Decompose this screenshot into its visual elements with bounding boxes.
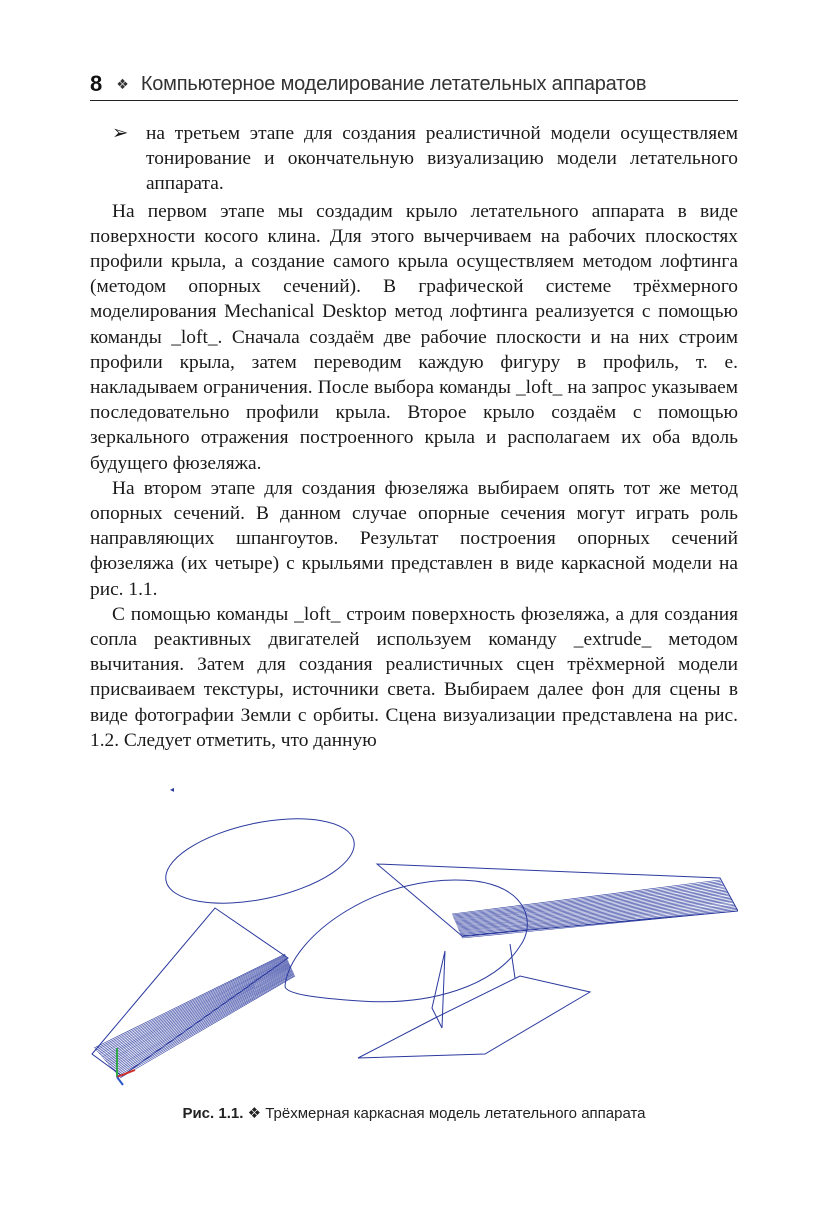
left-wing-loft-line [94, 954, 285, 1048]
section-ellipse-top [158, 804, 362, 918]
left-wing-loft-line [115, 972, 293, 1072]
wireframe-figure [90, 786, 738, 1092]
paragraph-2: На втором этапе для создания фюзеляжа выбираем опять тот же метод опорных сечений. В данном случае опорные сечения могут играть роль направляющих шпангоутов. Результат построения опорных сечений фюзеляжа (их четыре) с крыльями представлен в виде каркасной модели на рис. 1.1. [90, 477, 738, 600]
caption-label: Рис. 1.1. [182, 1105, 244, 1122]
right-wing-loft-line [459, 903, 733, 932]
left-wing-loft-line [103, 962, 289, 1059]
figure-caption [90, 1104, 738, 1122]
left-wing-loft-line [110, 968, 291, 1067]
left-wing-loft-line [116, 973, 294, 1074]
left-wing-loft-line [97, 957, 286, 1052]
left-wing-loft-line [117, 974, 294, 1075]
left-wing-loft-line [107, 965, 290, 1063]
wireframe-model [90, 786, 738, 1092]
left-wing-loft-line [113, 970, 292, 1070]
body-text [90, 121, 738, 753]
left-wing-loft-line [101, 960, 288, 1056]
left-wing-loft-line [95, 955, 285, 1049]
caption-text: Трёхмерная каркасная модель летательного аппарата [265, 1105, 646, 1122]
left-wing-loft-line [111, 968, 292, 1067]
left-wing-loft-line [99, 958, 287, 1054]
left-wing-loft-line [112, 969, 292, 1069]
bullet-item [90, 121, 738, 197]
paragraph-3: С помощью команды _loft_ строим поверхность фюзеляжа, а для создания сопла реактивных двигателей используем команду _extrude_ методом вычитания. Затем для создания реалистичных сцен трёхмерной модели присваиваем текстуры, источники света. Выбираем далее фон для сцены в виде фотографии Земли с орбиты. Сцена визуализации представлена на рис. 1.2. Следует отметить, что данную [90, 603, 738, 751]
cursor-marker: ◂ [170, 786, 175, 794]
left-wing-outline [92, 908, 288, 1076]
left-wing-loft-line [104, 963, 289, 1060]
right-wing-loft-line [455, 890, 726, 922]
left-wing-loft-line [108, 966, 290, 1064]
left-wing-loft-line [109, 967, 291, 1066]
bottom-profile [358, 976, 590, 1058]
left-wing-loft-line [98, 957, 287, 1052]
diamond-icon: ❖ [116, 75, 129, 92]
left-wing-loft-line [114, 971, 293, 1071]
left-wing-loft-line [100, 959, 287, 1055]
axis-z-icon [117, 1077, 123, 1085]
right-wing-loft-line [460, 905, 735, 933]
left-wing-loft-line [106, 964, 290, 1062]
bullet-text: на третьем этапе для создания реалистичной модели осуществляем тонирование и окончательную визуализацию модели летательного аппарата. [146, 123, 738, 195]
tail-fin-right [510, 944, 515, 978]
page-number: 8 [90, 71, 103, 96]
right-wing-loft-line [460, 904, 734, 933]
caption-separator-icon: ❖ [247, 1105, 262, 1122]
left-wing-loft-line [105, 963, 289, 1060]
running-title: Компьютерное моделирование летательных аппаратов [140, 72, 647, 95]
running-header [90, 68, 738, 101]
fuselage-section [285, 880, 527, 1002]
right-wing-outline [377, 864, 738, 936]
arrow-bullet-icon: ➢ [112, 123, 129, 144]
right-wing-loft-line [456, 891, 727, 922]
paragraph-1: На первом этапе мы создадим крыло летательного аппарата в виде поверхности косого клина. Для этого вычерчиваем на рабочих плоскостях профили крыла, а создание самого крыла осуществляем методом лофтинга (методом опорных сечений). В графической системе трёхмерного моделирования Mechanical Desktop метод лофтинга реализуется с помощью команды _loft_. Сначала создаём две рабочие плоскости и на них строим профили крыла, затем переводим каждую фигуру в профиль, т. е. накладываем ограничения. После выбора команды _loft_ на запрос указываем последовательно профили крыла. Второе крыло создаём с помощью зеркального отражения построенного крыла и располагаем их оба вдоль будущего фюзеляжа. [90, 200, 738, 474]
left-wing-loft-line [96, 956, 286, 1051]
